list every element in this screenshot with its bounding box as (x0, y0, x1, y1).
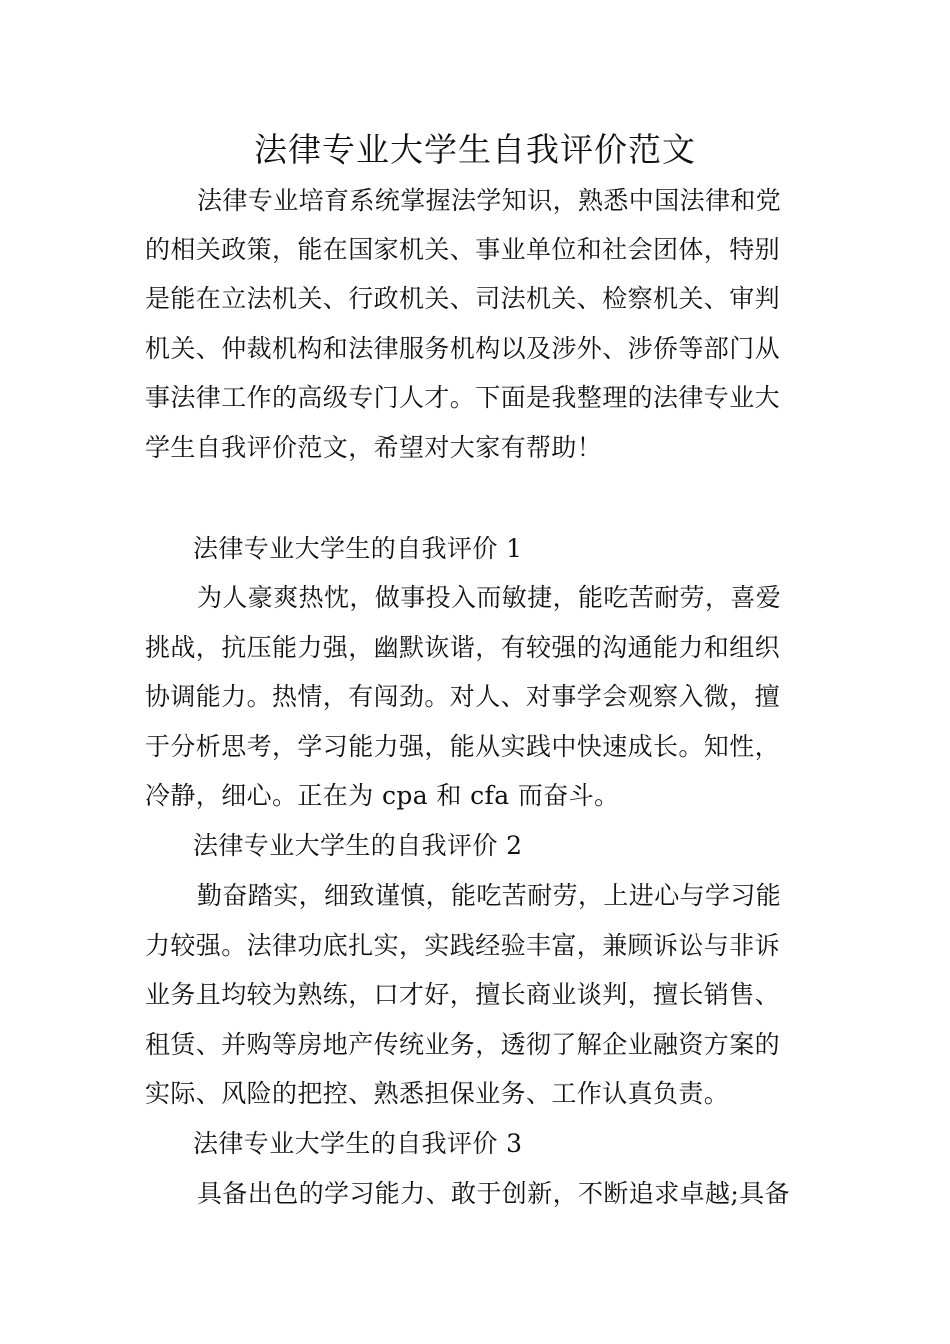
section-line: 具备出色的学习能力、敢于创新，不断追求卓越;具备 (197, 1179, 791, 1208)
intro-line: 机关、仲裁机构和法律服务机构以及涉外、涉侨等部门从 (145, 334, 781, 363)
section-line: 于分析思考，学习能力强，能从实践中快速成长。知性， (145, 732, 781, 761)
section-line: 协调能力。热情，有闯劲。对人、对事学会观察入微，擅 (145, 682, 781, 711)
section-line: 业务且均较为熟练，口才好，擅长商业谈判，擅长销售、 (145, 980, 781, 1009)
intro-line: 法律专业培育系统掌握法学知识，熟悉中国法律和党 (197, 186, 782, 215)
intro-line: 事法律工作的高级专门人才。下面是我整理的法律专业大 (145, 383, 781, 412)
section-line: 冷静，细心。正在为 cpa 和 cfa 而奋斗。 (145, 781, 620, 810)
section-heading: 法律专业大学生的自我评价 3 (193, 1129, 523, 1158)
section-line: 实际、风险的把控、熟悉担保业务、工作认真负责。 (145, 1079, 730, 1108)
section-line: 力较强。法律功底扎实，实践经验丰富，兼顾诉讼与非诉 (145, 931, 781, 960)
section-line: 挑战，抗压能力强，幽默诙谐，有较强的沟通能力和组织 (145, 633, 781, 662)
document-title: 法律专业大学生自我评价范文 (254, 130, 696, 169)
intro-line: 的相关政策，能在国家机关、事业单位和社会团体，特别 (145, 235, 781, 264)
section-heading: 法律专业大学生的自我评价 1 (193, 534, 523, 563)
intro-line: 学生自我评价范文，希望对大家有帮助！ (145, 433, 603, 462)
intro-line: 是能在立法机关、行政机关、司法机关、检察机关、审判 (145, 284, 781, 313)
section-line: 为人豪爽热忱，做事投入而敏捷，能吃苦耐劳，喜爱 (197, 583, 782, 612)
section-line: 勤奋踏实，细致谨慎，能吃苦耐劳，上进心与学习能 (197, 881, 782, 910)
section-line: 租赁、并购等房地产传统业务，透彻了解企业融资方案的 (145, 1030, 781, 1059)
section-heading: 法律专业大学生的自我评价 2 (193, 831, 523, 860)
